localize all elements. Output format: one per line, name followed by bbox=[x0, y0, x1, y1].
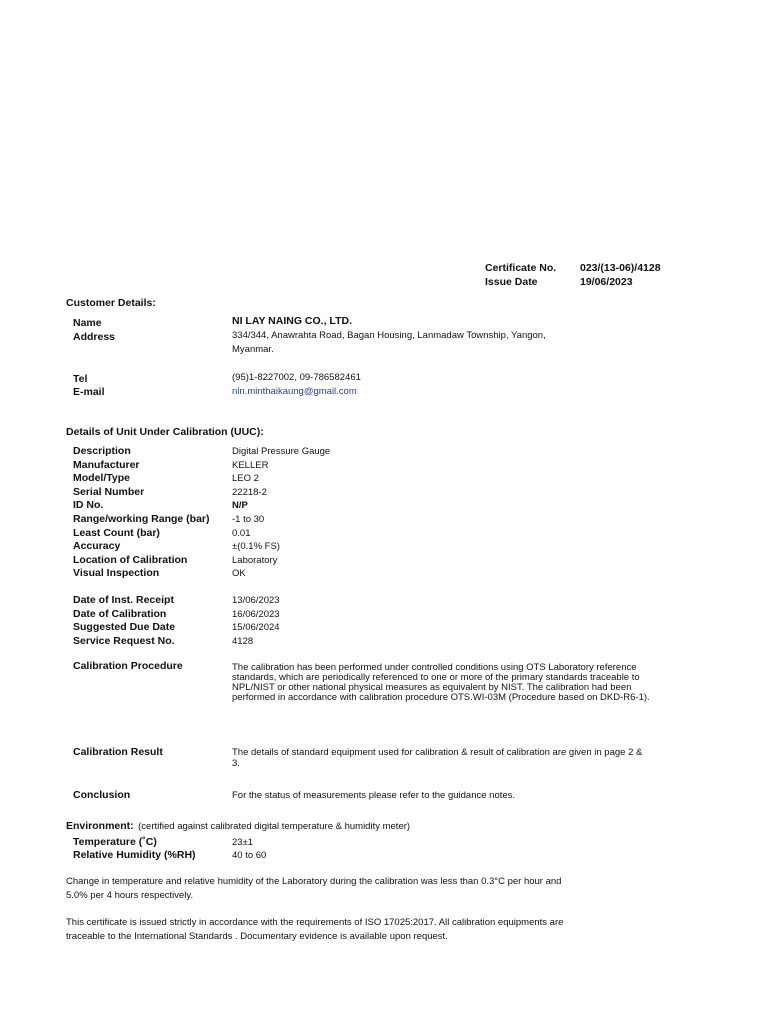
temperature-label: Temperature (˚C) bbox=[73, 836, 157, 848]
humidity-label: Relative Humidity (%RH) bbox=[73, 849, 196, 861]
conclusion-label: Conclusion bbox=[73, 789, 131, 801]
date-label: Date of Calibration bbox=[73, 608, 167, 620]
result-text-line: 3. bbox=[232, 758, 240, 769]
procedure-text-line: The calibration has been performed under controlled conditions using OTS Laboratory reference bbox=[232, 662, 637, 673]
procedure-text-line: NPL/NIST or other national physical measures as equivalent by NIST. The calibration had been bbox=[232, 682, 632, 693]
uuc-value: N/P bbox=[232, 500, 248, 511]
customer-email-link[interactable]: nln.minthaikaung@gmail.com bbox=[232, 386, 357, 397]
uuc-value: OK bbox=[232, 568, 246, 579]
result-label: Calibration Result bbox=[73, 746, 163, 758]
uuc-value: 22218-2 bbox=[232, 487, 267, 498]
uuc-label: Serial Number bbox=[73, 486, 145, 498]
uuc-value: 0.01 bbox=[232, 528, 251, 539]
customer-details-heading: Customer Details: bbox=[66, 297, 156, 309]
customer-tel-label: Tel bbox=[73, 373, 88, 385]
date-label: Suggested Due Date bbox=[73, 621, 176, 633]
iso-note-line: traceable to the International Standards . Documentary evidence is available upon request. bbox=[66, 931, 448, 942]
uuc-label: Range/working Range (bar) bbox=[73, 513, 210, 525]
certificate-number-value: 023/(13-06)/4128 bbox=[580, 262, 661, 274]
issue-date-value: 19/06/2023 bbox=[580, 276, 633, 288]
humidity-value: 40 to 60 bbox=[232, 850, 267, 861]
date-value: 16/06/2023 bbox=[232, 609, 280, 620]
date-value: 4128 bbox=[232, 636, 254, 647]
date-label: Date of Inst. Receipt bbox=[73, 594, 174, 606]
date-label: Service Request No. bbox=[73, 635, 175, 647]
environment-subheading: (certified against calibrated digital temperature & humidity meter) bbox=[138, 821, 411, 832]
uuc-heading: Details of Unit Under Calibration (UUC): bbox=[66, 426, 264, 438]
certificate-number-label: Certificate No. bbox=[485, 262, 557, 274]
customer-name-label: Name bbox=[73, 317, 102, 329]
uuc-label: Manufacturer bbox=[73, 459, 140, 471]
issue-date-label: Issue Date bbox=[485, 276, 538, 288]
result-text-line: The details of standard equipment used for calibration & result of calibration are given in page 2 & bbox=[232, 747, 643, 758]
customer-name-value: NI LAY NAING CO., LTD. bbox=[232, 315, 352, 327]
date-value: 13/06/2023 bbox=[232, 595, 280, 606]
uuc-value: ±(0.1% FS) bbox=[232, 541, 280, 552]
uuc-label: Description bbox=[73, 445, 131, 457]
uuc-value: LEO 2 bbox=[232, 473, 259, 484]
uuc-label: Visual Inspection bbox=[73, 567, 160, 579]
uuc-label: Location of Calibration bbox=[73, 554, 188, 566]
change-note-line: Change in temperature and relative humidity of the Laboratory during the calibration was less than 0.3°C per hour and bbox=[66, 876, 562, 887]
customer-tel-value: (95)1-8227002, 09-786582461 bbox=[232, 372, 361, 383]
environment-heading-row bbox=[66, 816, 410, 834]
customer-address-line2: Myanmar. bbox=[232, 344, 274, 355]
procedure-text-line: standards, which are periodically referenced to one or more of the primary standards traceable to bbox=[232, 672, 640, 683]
customer-address-line1: 334/344, Anawrahta Road, Bagan Housing, Lanmadaw Township, Yangon, bbox=[232, 330, 546, 341]
customer-email-label: E-mail bbox=[73, 386, 105, 398]
uuc-label: Model/Type bbox=[73, 472, 130, 484]
uuc-label: ID No. bbox=[73, 499, 104, 511]
customer-address-label: Address bbox=[73, 331, 116, 343]
procedure-label: Calibration Procedure bbox=[73, 660, 183, 672]
uuc-value: Digital Pressure Gauge bbox=[232, 446, 331, 457]
uuc-label: Least Count (bar) bbox=[73, 527, 160, 539]
change-note-line: 5.0% per 4 hours respectively. bbox=[66, 890, 194, 901]
date-value: 15/06/2024 bbox=[232, 622, 280, 633]
uuc-label: Accuracy bbox=[73, 540, 121, 552]
procedure-text-line: performed in accordance with calibration procedure OTS.WI-03M (Procedure based on DKD-R6-1). bbox=[232, 692, 650, 703]
temperature-value: 23±1 bbox=[232, 837, 254, 848]
uuc-value: -1 to 30 bbox=[232, 514, 265, 525]
uuc-value: KELLER bbox=[232, 460, 269, 471]
uuc-value: Laboratory bbox=[232, 555, 278, 566]
environment-heading: Environment: bbox=[66, 820, 134, 832]
iso-note-line: This certificate is issued strictly in accordance with the requirements of ISO 17025:2017. All calibration equipments are bbox=[66, 917, 564, 928]
conclusion-value: For the status of measurements please refer to the guidance notes. bbox=[232, 790, 516, 801]
